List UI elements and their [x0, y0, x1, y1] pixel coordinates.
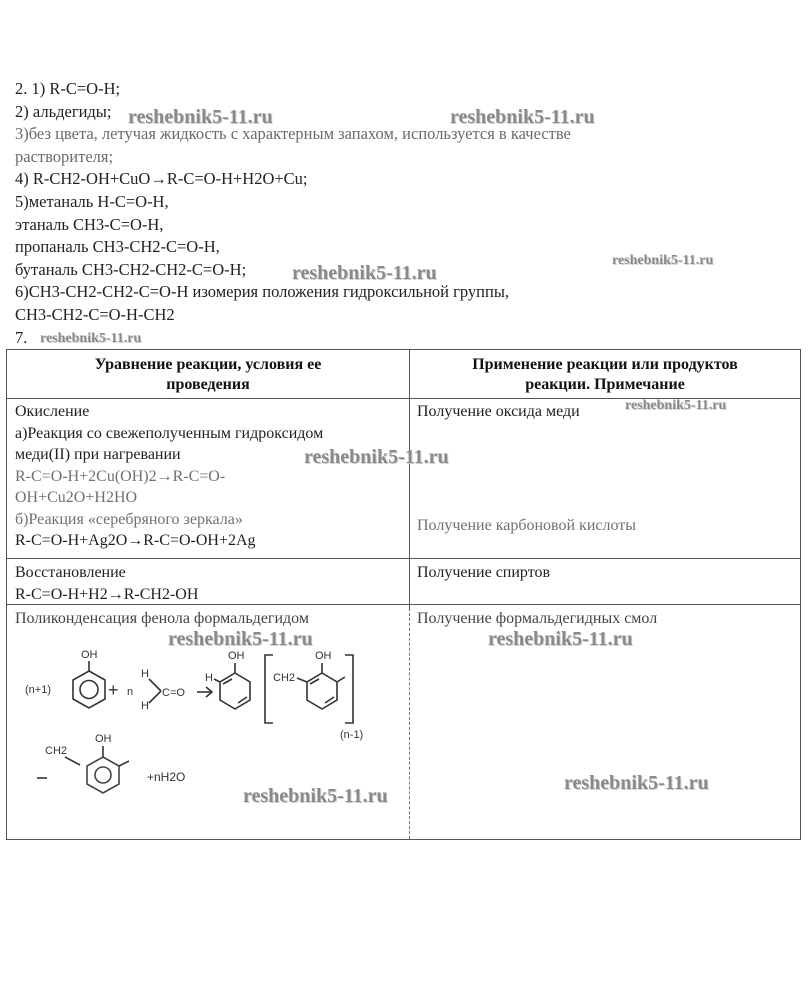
copper-oxide-note: Получение оксида меди	[417, 403, 580, 420]
water-label: +nH2O	[147, 770, 186, 784]
header-right	[410, 355, 800, 395]
h-label: H	[141, 700, 149, 712]
cell-line: OH+Cu2O+H2HO	[15, 489, 138, 506]
oxidation-cell	[15, 401, 323, 552]
bond	[297, 678, 307, 682]
cell-line: меди(II) при нагревании	[15, 446, 181, 463]
ring-circle	[80, 681, 98, 699]
text-line: 5)метаналь H-C=O-H,	[15, 191, 169, 211]
header-line: реакции. Примечание	[525, 376, 685, 393]
oh-label: OH	[315, 650, 332, 662]
bond	[149, 691, 161, 703]
watermark: reshebnik5-11.ru	[450, 106, 595, 128]
n-minus-1-label: (n-1)	[340, 729, 364, 741]
header-line: проведения	[166, 376, 250, 393]
row-divider	[7, 558, 800, 559]
oh-label: OH	[228, 650, 245, 662]
oh-label: OH	[95, 733, 112, 745]
bracket-left	[265, 655, 273, 723]
text-line: пропаналь CH3-CH2-C=O-H,	[15, 237, 220, 257]
watermark: reshebnik5-11.ru	[40, 331, 142, 346]
cell-line: R-C=O-H+H2→R-CH2-OH	[15, 585, 199, 603]
benzene-ring	[220, 673, 250, 709]
bond	[337, 677, 345, 682]
cell-line: Окисление	[15, 403, 90, 420]
watermark: reshebnik5-11.ru	[564, 772, 709, 794]
watermark: reshebnik5-11.ru	[292, 262, 437, 284]
h-label: H	[205, 672, 213, 684]
oh-label: OH	[81, 649, 98, 661]
header-line: Уравнение реакции, условия ее	[94, 356, 322, 373]
text-line: 2) альдегиды;	[15, 101, 112, 121]
h-label: H	[141, 668, 149, 680]
text-line: CH3-CH2-C=O-H-CH2	[15, 304, 175, 324]
benzene-ring	[73, 671, 105, 708]
coef-n1: (n+1)	[25, 684, 51, 696]
ring-circle	[95, 767, 111, 783]
text-line: 6)CH3-CH2-CH2-C=O-H изомерия положения гидроксильной группы,	[15, 282, 510, 302]
text-line: этаналь CH3-C=O-H,	[15, 214, 164, 234]
watermark: reshebnik5-11.ru	[243, 785, 388, 807]
text-line: 3)без цвета, летучая жидкость с характерным запахом, используется в качестве	[15, 124, 571, 144]
cell-line: R-C=O-H+Ag2O→R-C=O-OH+2Ag	[15, 532, 256, 549]
ch2-label: CH2	[273, 672, 296, 684]
watermark: reshebnik5-11.ru	[625, 398, 727, 413]
alcohols-note: Получение спиртов	[417, 564, 551, 581]
cell-line: б)Реакция «серебряного зеркала»	[15, 510, 243, 528]
watermark: reshebnik5-11.ru	[612, 253, 714, 268]
cell-line: а)Реакция со свежеполученным гидроксидом	[15, 424, 324, 442]
plus-sign: +	[108, 680, 119, 700]
benzene-ring	[307, 673, 337, 709]
n-label: n	[127, 686, 134, 698]
bond	[119, 761, 129, 766]
watermark: reshebnik5-11.ru	[304, 446, 449, 468]
bond	[149, 679, 161, 691]
watermark: reshebnik5-11.ru	[128, 106, 273, 128]
resins-note: Получение формальдегидных смол	[417, 610, 658, 627]
bond	[65, 757, 80, 765]
text-line: 2. 1) R-C=O-H;	[15, 79, 121, 98]
cell-line: R-C=O-H+2Cu(OH)2→R-C=O-	[15, 467, 226, 485]
co-label: C=O	[162, 687, 185, 699]
ch2-label: CH2	[45, 745, 68, 757]
text-line: 4) R-CH2-OH+CuO→R-C=O-H+H2O+Cu;	[15, 169, 308, 189]
polycondensation-title: Поликонденсация фенола формальдегидом	[15, 610, 309, 627]
bracket-right	[345, 655, 353, 723]
bond	[214, 679, 220, 682]
header-line: Применение реакции или продуктов	[472, 356, 738, 373]
cell-line: Восстановление	[15, 564, 126, 581]
text-line: бутаналь CH3-CH2-CH2-C=O-H;	[15, 259, 247, 279]
benzene-ring	[87, 757, 119, 793]
reduction-cell	[15, 562, 198, 605]
text-line: растворителя;	[15, 146, 114, 166]
column-divider-dashed	[409, 613, 410, 839]
header-left	[7, 355, 409, 395]
watermark: reshebnik5-11.ru	[488, 628, 633, 650]
reaction-table	[6, 349, 801, 840]
watermark: reshebnik5-11.ru	[168, 628, 313, 650]
text-line: 7.	[15, 327, 28, 347]
carboxylic-acid-note: Получение карбоновой кислоты	[417, 517, 636, 534]
